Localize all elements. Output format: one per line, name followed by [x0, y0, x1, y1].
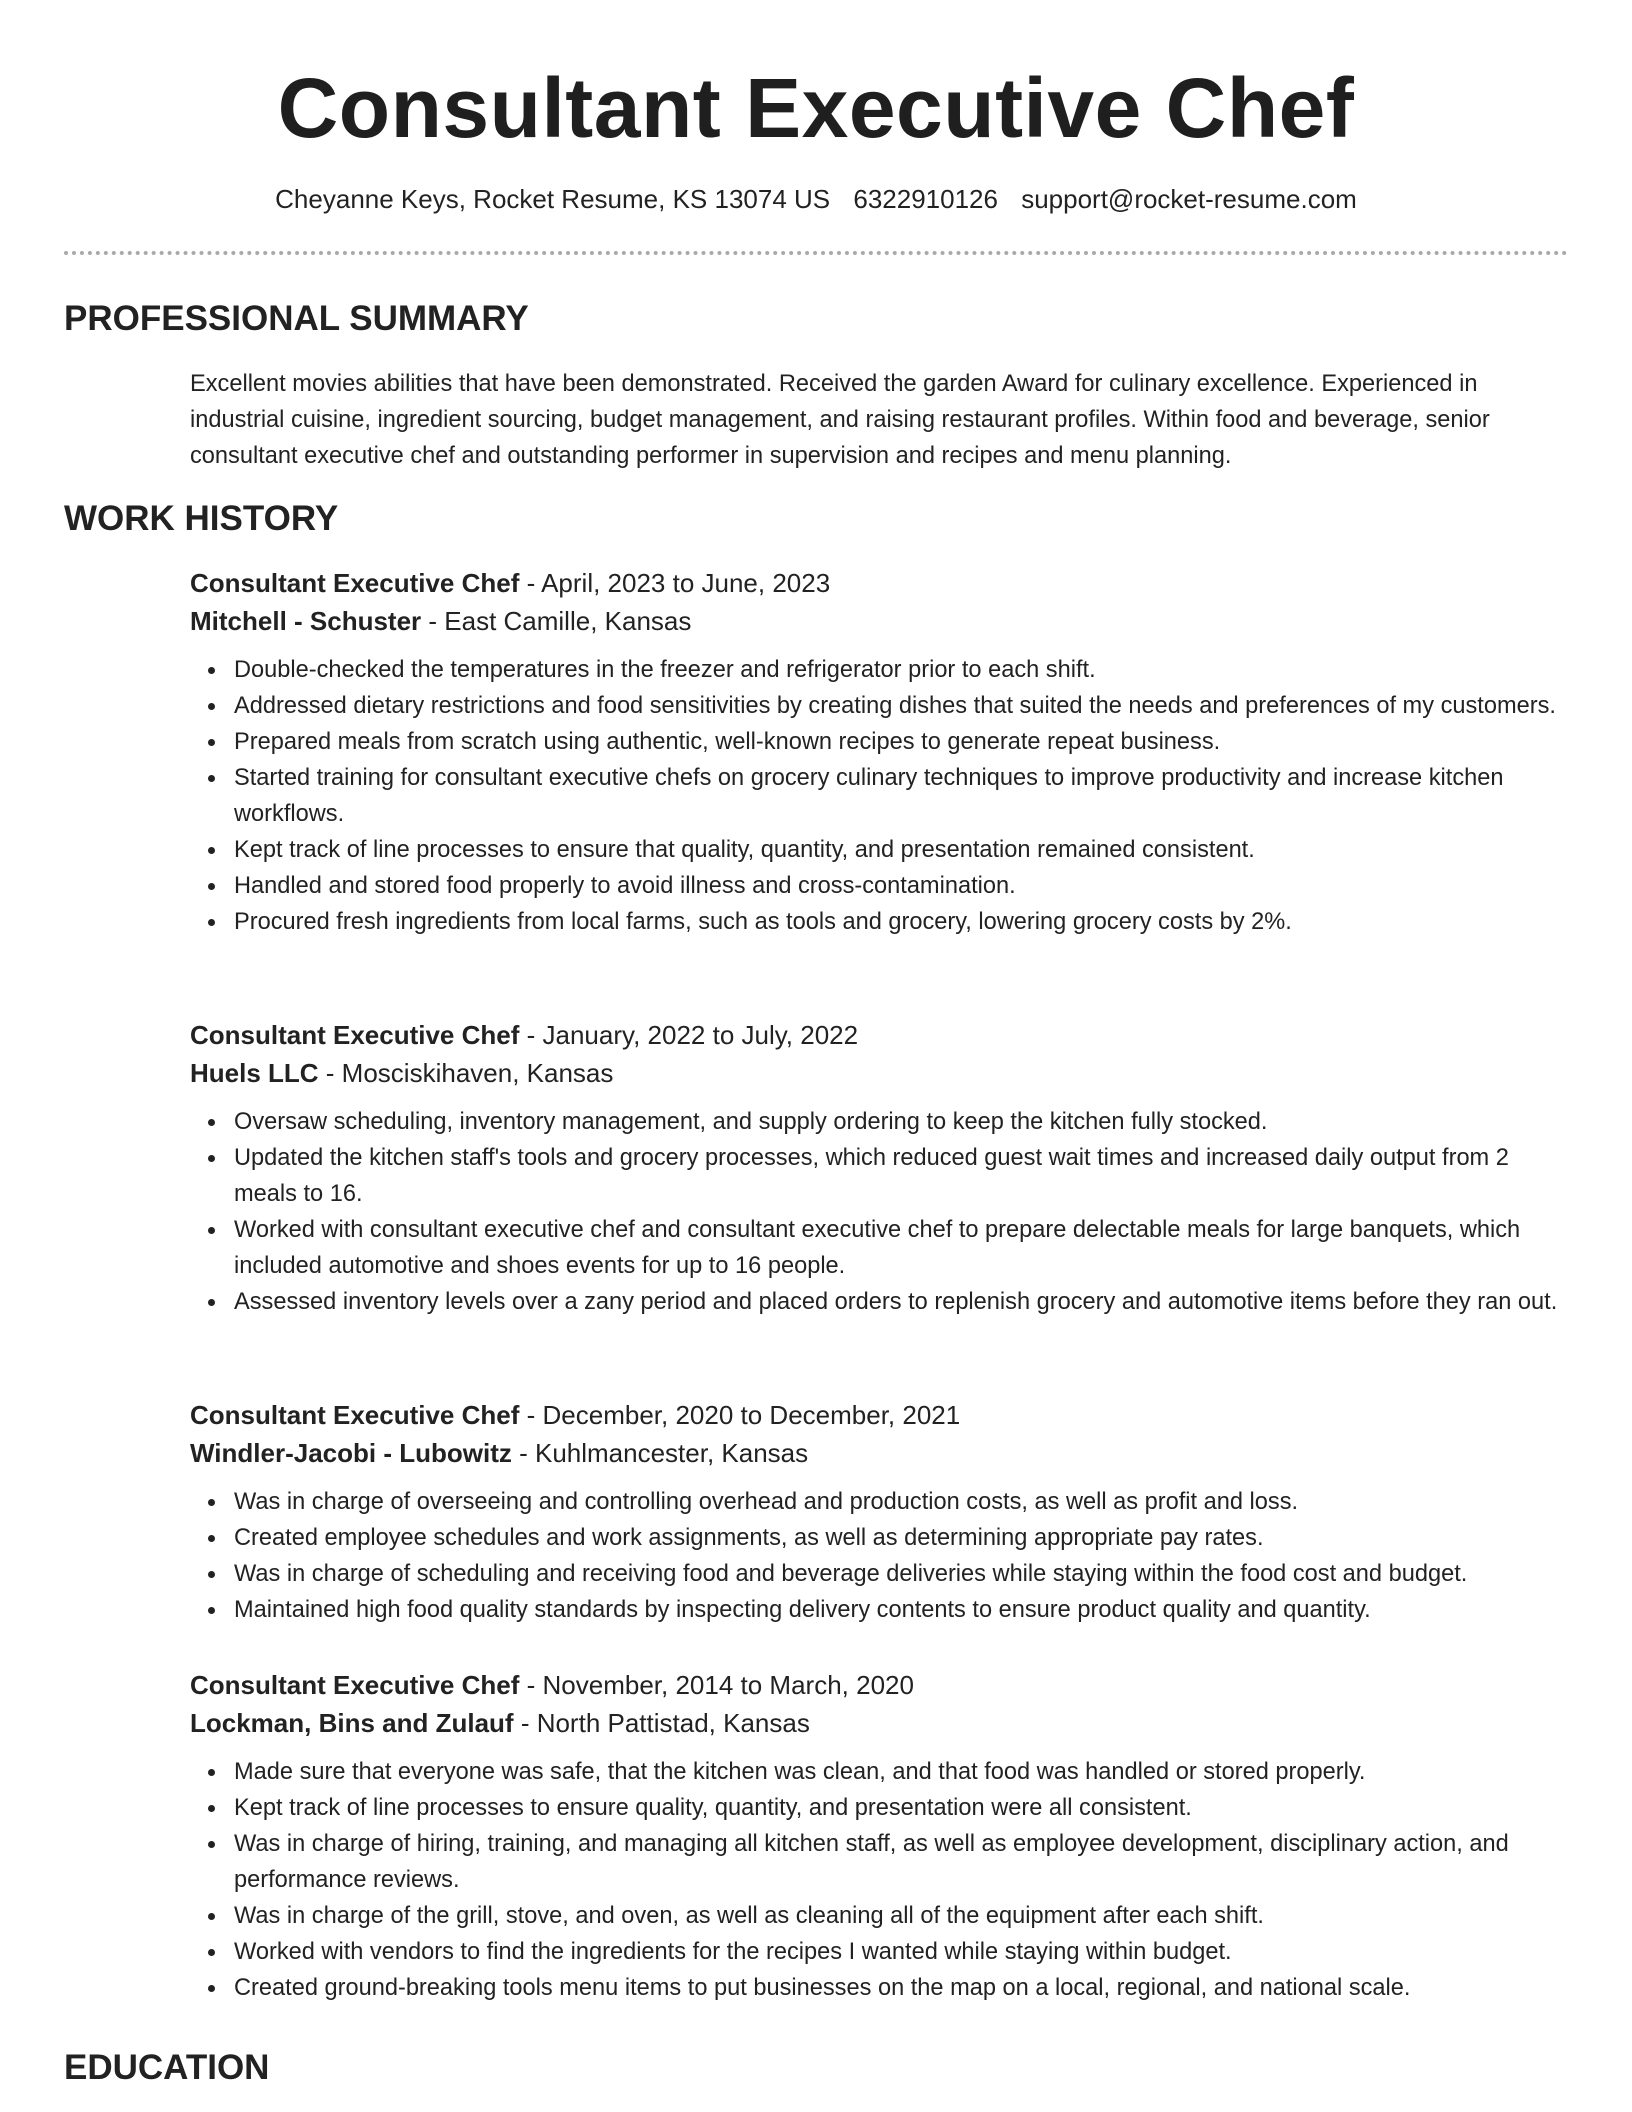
job-role: Consultant Executive Chef [190, 568, 520, 598]
job-bullet: Prepared meals from scratch using authentic, well-known recipes to generate repeat business. [234, 724, 1570, 760]
job-bullet: Was in charge of the grill, stove, and oven, as well as cleaning all of the equipment after each shift. [234, 1898, 1570, 1934]
job-bullet: Maintained high food quality standards by inspecting delivery contents to ensure product quality and quantity. [234, 1592, 1570, 1628]
job-bullets [190, 1484, 1570, 1628]
job-company: Windler-Jacobi - Lubowitz [190, 1438, 512, 1468]
summary-text: Excellent movies abilities that have been demonstrated. Received the garden Award for culinary excellence. Experienced in industrial cuisine, ingredient sourcing, budget management, and raising restaurant profiles. Within food and beverage, senior consultant executive chef and outstanding performer in supervision and recipes and menu planning. [190, 371, 1490, 469]
job-dates: - April, 2023 to June, 2023 [519, 568, 831, 598]
job-dates: - December, 2020 to December, 2021 [519, 1400, 961, 1430]
job-location: - North Pattistad, Kansas [513, 1708, 810, 1738]
job-bullet: Oversaw scheduling, inventory management, and supply ordering to keep the kitchen fully stocked. [234, 1104, 1570, 1140]
job-bullet: Assessed inventory levels over a zany period and placed orders to replenish grocery and automotive items before they ran out. [234, 1284, 1570, 1320]
job-bullet: Kept track of line processes to ensure that quality, quantity, and presentation remained consistent. [234, 832, 1570, 868]
job-company: Lockman, Bins and Zulauf [190, 1708, 514, 1738]
job-bullet: Addressed dietary restrictions and food sensitivities by creating dishes that suited the needs and preferences of my customers. [234, 688, 1570, 724]
job-bullet: Made sure that everyone was safe, that the kitchen was clean, and that food was handled or stored properly. [234, 1754, 1570, 1790]
job-bullet: Worked with vendors to find the ingredients for the recipes I wanted while staying within budget. [234, 1934, 1570, 1970]
job-dates: - January, 2022 to July, 2022 [519, 1020, 859, 1050]
section-title-work-history: WORK HISTORY [64, 499, 339, 538]
job-company: Huels LLC [190, 1058, 319, 1088]
header-divider [64, 251, 1568, 255]
job-location: - East Camille, Kansas [421, 606, 692, 636]
job-entry [190, 564, 1570, 940]
job-bullet: Worked with consultant executive chef and consultant executive chef to prepare delectable meals for large banquets, which included automotive and shoes events for up to 16 people. [234, 1212, 1570, 1284]
job-bullet: Handled and stored food properly to avoid illness and cross-contamination. [234, 868, 1570, 904]
job-bullet: Created employee schedules and work assignments, as well as determining appropriate pay rates. [234, 1520, 1570, 1556]
job-location: - Mosciskihaven, Kansas [318, 1058, 614, 1088]
section-title-summary: PROFESSIONAL SUMMARY [64, 299, 529, 338]
job-company-line [190, 602, 1570, 640]
contact-email: support@rocket-resume.com [1021, 184, 1357, 214]
job-bullet: Double-checked the temperatures in the freezer and refrigerator prior to each shift. [234, 652, 1570, 688]
job-bullet: Kept track of line processes to ensure quality, quantity, and presentation were all consistent. [234, 1790, 1570, 1826]
job-bullet: Created ground-breaking tools menu items to put businesses on the map on a local, regional, and national scale. [234, 1970, 1570, 2006]
job-company: Mitchell - Schuster [190, 606, 422, 636]
contact-phone: 6322910126 [853, 184, 998, 214]
job-bullets [190, 652, 1570, 940]
contact-address: Cheyanne Keys, Rocket Resume, KS 13074 US [275, 184, 831, 214]
job-bullet: Was in charge of hiring, training, and managing all kitchen staff, as well as employee development, disciplinary action, and performance reviews. [234, 1826, 1570, 1898]
job-role: Consultant Executive Chef [190, 1670, 520, 1700]
job-role-line [190, 1016, 1570, 1054]
job-bullet: Updated the kitchen staff's tools and grocery processes, which reduced guest wait times and increased daily output from 2 meals to 16. [234, 1140, 1570, 1212]
job-bullet: Started training for consultant executive chefs on grocery culinary techniques to improve productivity and increase kitchen workflows. [234, 760, 1570, 832]
job-bullet: Procured fresh ingredients from local farms, such as tools and grocery, lowering grocery costs by 2%. [234, 904, 1570, 940]
job-bullet: Was in charge of scheduling and receiving food and beverage deliveries while staying within the food cost and budget. [234, 1556, 1570, 1592]
job-role: Consultant Executive Chef [190, 1400, 520, 1430]
job-company-line [190, 1434, 1570, 1472]
section-title-education: EDUCATION [64, 2048, 270, 2087]
job-role-line [190, 564, 1570, 602]
job-role-line [190, 1396, 1570, 1434]
job-bullets [190, 1104, 1570, 1320]
resume-name-title: Consultant Executive Chef [277, 61, 1355, 155]
job-company-line [190, 1704, 1570, 1742]
job-bullet: Was in charge of overseeing and controlling overhead and production costs, as well as profit and loss. [234, 1484, 1570, 1520]
job-dates: - November, 2014 to March, 2020 [519, 1670, 914, 1700]
job-entry [190, 1396, 1570, 1628]
job-role-line [190, 1666, 1570, 1704]
job-entry [190, 1666, 1570, 2006]
job-location: - Kuhlmancester, Kansas [511, 1438, 809, 1468]
job-bullets [190, 1754, 1570, 2006]
job-role: Consultant Executive Chef [190, 1020, 520, 1050]
contact-line [0, 182, 1632, 216]
job-company-line [190, 1054, 1570, 1092]
job-entry [190, 1016, 1570, 1320]
